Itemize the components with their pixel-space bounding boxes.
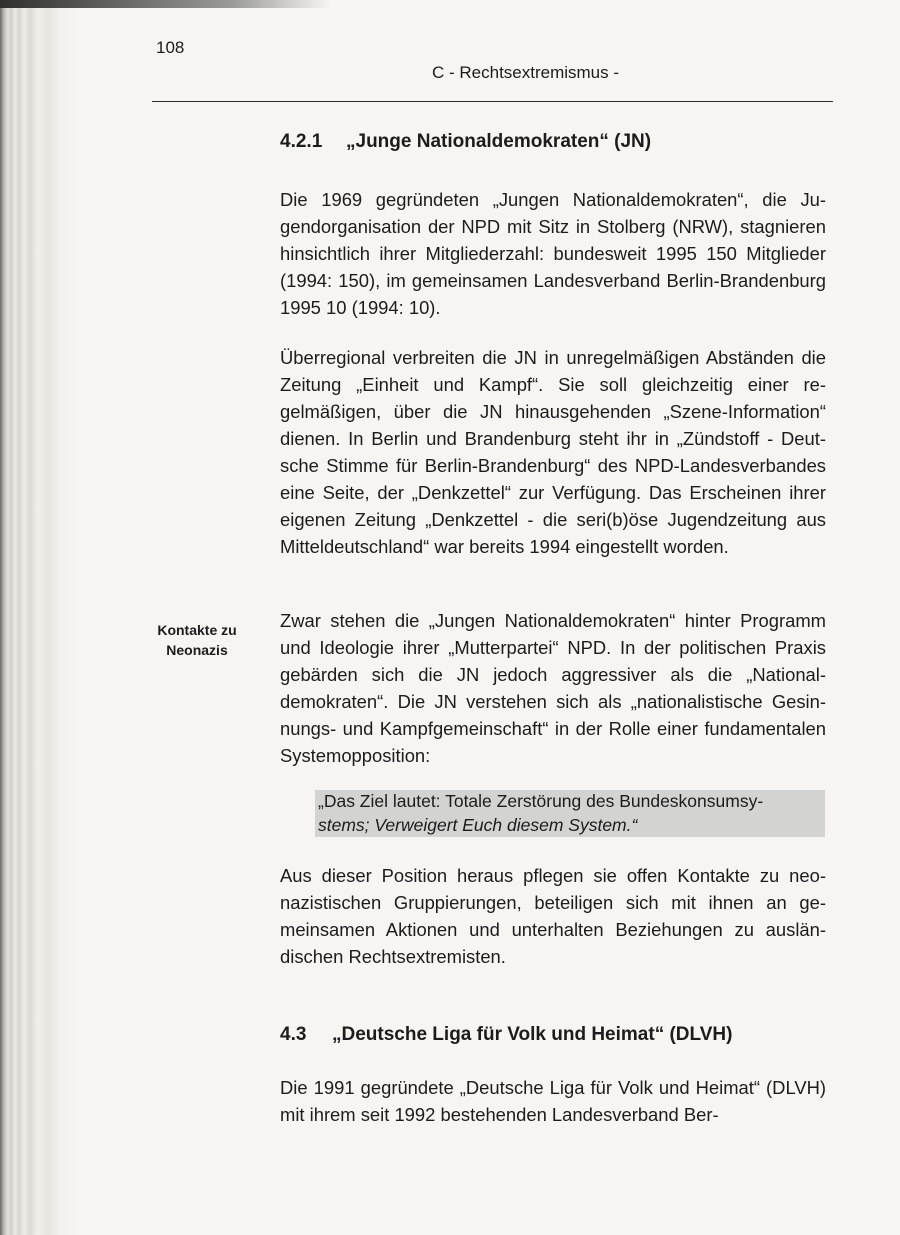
paragraph-text: Die 1991 gegründete „Deutsche Liga für Volk und Heimat“ (DLVH) mit ihrem seit 1992 bestehenden Landesverband Ber- xyxy=(280,1077,826,1125)
running-header: C - Rechtsextremismus - xyxy=(432,63,620,82)
paragraph-newspaper xyxy=(280,344,826,560)
section-number: 4.2.1 xyxy=(280,131,323,152)
paragraph-ideology xyxy=(280,607,826,769)
page-number: 108 xyxy=(156,38,185,57)
margin-note-line: Kontakte zu xyxy=(157,622,237,638)
paragraph-text: Die 1969 gegründeten „Jungen Nationaldemokraten“, die Jugendorganisation der NPD mit Sitz in Stolberg (NRW), stagnieren hinsichtlich ihrer Mitgliederzahl: bundesweit 1995 150 Mitglieder (1994: 150), im gemeinsamen Landesverband Berlin-Brandenburg 1995 10 (1994: 10). xyxy=(280,189,826,318)
page-edge-shadow xyxy=(0,0,78,1235)
margin-note xyxy=(142,620,252,660)
section-heading-dlvh xyxy=(280,1024,732,1046)
paragraph-dlvh xyxy=(280,1074,826,1128)
section-title: „Deutsche Liga für Volk und Heimat“ (DLVH) xyxy=(332,1024,733,1045)
quote-line: „Das Ziel lautet: Totale Zerstörung des Bundeskonsumsy- xyxy=(318,791,764,811)
margin-note-line: Neonazis xyxy=(166,642,228,658)
section-number: 4.3 xyxy=(280,1024,307,1045)
page-edge-top-shadow xyxy=(0,0,330,8)
section-title: „Junge Nationaldemokraten“ (JN) xyxy=(346,131,652,152)
section-heading-jn xyxy=(280,131,651,153)
block-quote xyxy=(318,789,788,837)
paragraph-contacts xyxy=(280,862,826,970)
paragraph-text: Zwar stehen die „Jungen Nationaldemokraten“ hinter Programm und Ideologie ihrer „Mutterpartei“ NPD. In der politischen Praxis gebärden sich die JN jedoch aggressiver als die „Nationaldemokraten“. Die JN verstehen sich als „nationalistische Gesinnungs- und Kampfgemeinschaft“ in der Rolle einer fundamentalen Systemopposition: xyxy=(280,610,826,766)
header-rule xyxy=(152,101,833,102)
quote-line: stems; Verweigert Euch diesem System.“ xyxy=(318,815,638,835)
paragraph-text: Aus dieser Position heraus pflegen sie offen Kontakte zu neonazistischen Gruppierungen, beteiligen sich mit ihnen an gemeinsamen Aktionen und unterhalten Beziehungen zu ausländischen Rechtsextremisten. xyxy=(280,865,826,967)
paragraph-membership xyxy=(280,186,826,321)
paragraph-text: Überregional verbreiten die JN in unregelmäßigen Abständen die Zeitung „Einheit und Kampf“. Sie soll gleichzeitig einer regelmäßigen, über die JN hinausgehenden „Szene-Information“ dienen. In Berlin und Brandenburg steht ihr in „Zündstoff - Deutsche Stimme für Berlin-Brandenburg“ des NPD-Landesverbandes eine Seite, der „Denkzettel“ zur Verfügung. Das Erscheinen ihrer eigenen Zeitung „Denkzettel - die seri(b)öse Jugendzeitung aus Mitteldeutschland“ war bereits 1994 eingestellt worden. xyxy=(280,347,826,557)
